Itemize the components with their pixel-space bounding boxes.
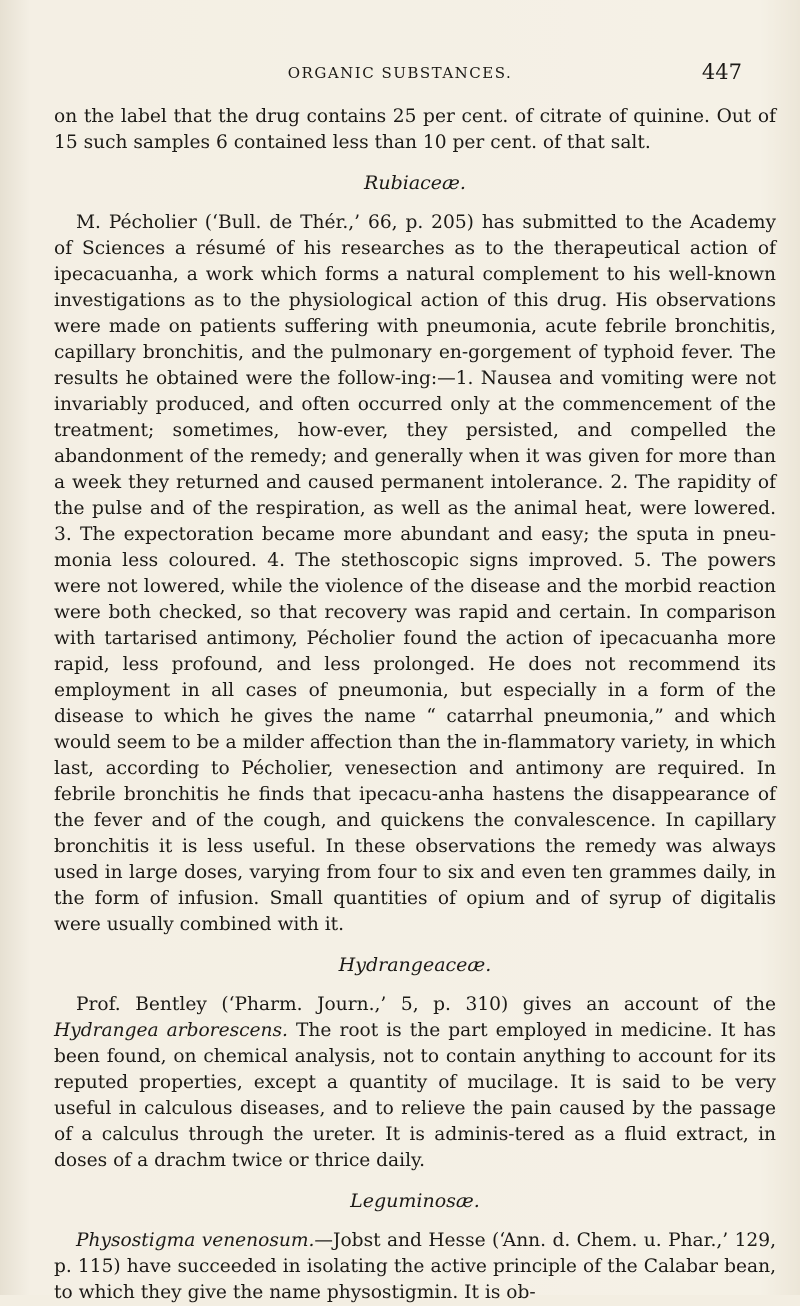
- hydrangea-species-name: Hydrangea arborescens.: [54, 1020, 288, 1041]
- section-heading-leguminosae: Leguminosæ.: [350, 1190, 480, 1212]
- paragraph-quinine-label: on the label that the drug contains 25 per cent. of citrate of quinine. Out of 15 such samples 6 contained less than 10 per cent. of that salt.: [54, 106, 776, 153]
- page-header: [0, 62, 800, 92]
- paragraph-hydrangea: [54, 992, 776, 1174]
- physostigma-species-name: Physostigma venenosum.: [76, 1230, 315, 1251]
- section-heading-hydrangeaceae: Hydrangeaceæ.: [338, 954, 492, 976]
- physostigma-text-after: —Jobst and Hesse (‘Ann. d. Chem. u. Phar.,’ 129, p. 115) have succeeded in isolating the active principle of the Calabar bean, to which they give the name physostigmin. It is ob-: [54, 1230, 777, 1303]
- hydrangea-text-after: The root is the part employed in medicine. It has been found, on chemical analysis, not to contain anything to account for its reputed properties, except a quantity of mucilage. It is said to be very useful in calculous diseases, and to relieve the pain caused by the passage of a calculus through the ureter. It is adminis-tered as a fluid extract, in doses of a drachm twice or thrice daily.: [54, 1020, 777, 1171]
- section-heading-rubiaceae: Rubiaceæ.: [364, 172, 466, 194]
- paragraph-ipecacuanha: M. Pécholier (‘Bull. de Thér.,’ 66, p. 205) has submitted to the Academy of Sciences a résumé of his researches as to the therapeutical action of ipecacuanha, a work which forms a natural complement to his well-known investigations as to the physiological action of this drug. His observations were made on patients suffering with pneumonia, acute febrile bronchitis, capillary bronchitis, and the pulmonary en-gorgement of typhoid fever. The results he obtained were the follow-ing:—1. Nausea and vomiting were not invariably produced, and often occurred only at the commencement of the treatment; sometimes, how-ever, they persisted, and compelled the abandonment of the remedy; and generally when it was given for more than a week they returned and caused permanent intolerance. 2. The rapidity of the pulse and of the respiration, as well as the animal heat, were lowered. 3. The expectoration became more abundant and easy; the sputa in pneu-monia less coloured. 4. The stethoscopic signs improved. 5. The powers were not lowered, while the violence of the disease and the morbid reaction were both checked, so that recovery was rapid and certain. In comparison with tartarised antimony, Pécholier found the action of ipecacuanha more rapid, less profound, and less prolonged. He does not recommend its employment in all cases of pneumonia, but especially in a form of the disease to which he gives the name “ catarrhal pneumonia,” and which would seem to be a milder affection than the in-flammatory variety, in which last, according to Pécholier, venesection and antimony are required. In febrile bronchitis he finds that ipecacu-anha hastens the disappearance of the fever and of the cough, and quickens the convalescence. In capillary bronchitis it is less useful. In these observations the remedy was always used in large doses, varying from four to six and even ten grammes daily, in the form of infusion. Small quantities of opium and of syrup of digitalis were usually combined with it.: [54, 212, 776, 935]
- hydrangea-text-before: Prof. Bentley (‘Pharm. Journ.,’ 5, p. 310) gives an account of the: [76, 994, 776, 1015]
- running-head: ORGANIC SUBSTANCES.: [287, 64, 513, 82]
- page-number: 447: [701, 60, 742, 84]
- body-text: [54, 104, 776, 1306]
- paragraph-physostigma: [54, 1228, 776, 1306]
